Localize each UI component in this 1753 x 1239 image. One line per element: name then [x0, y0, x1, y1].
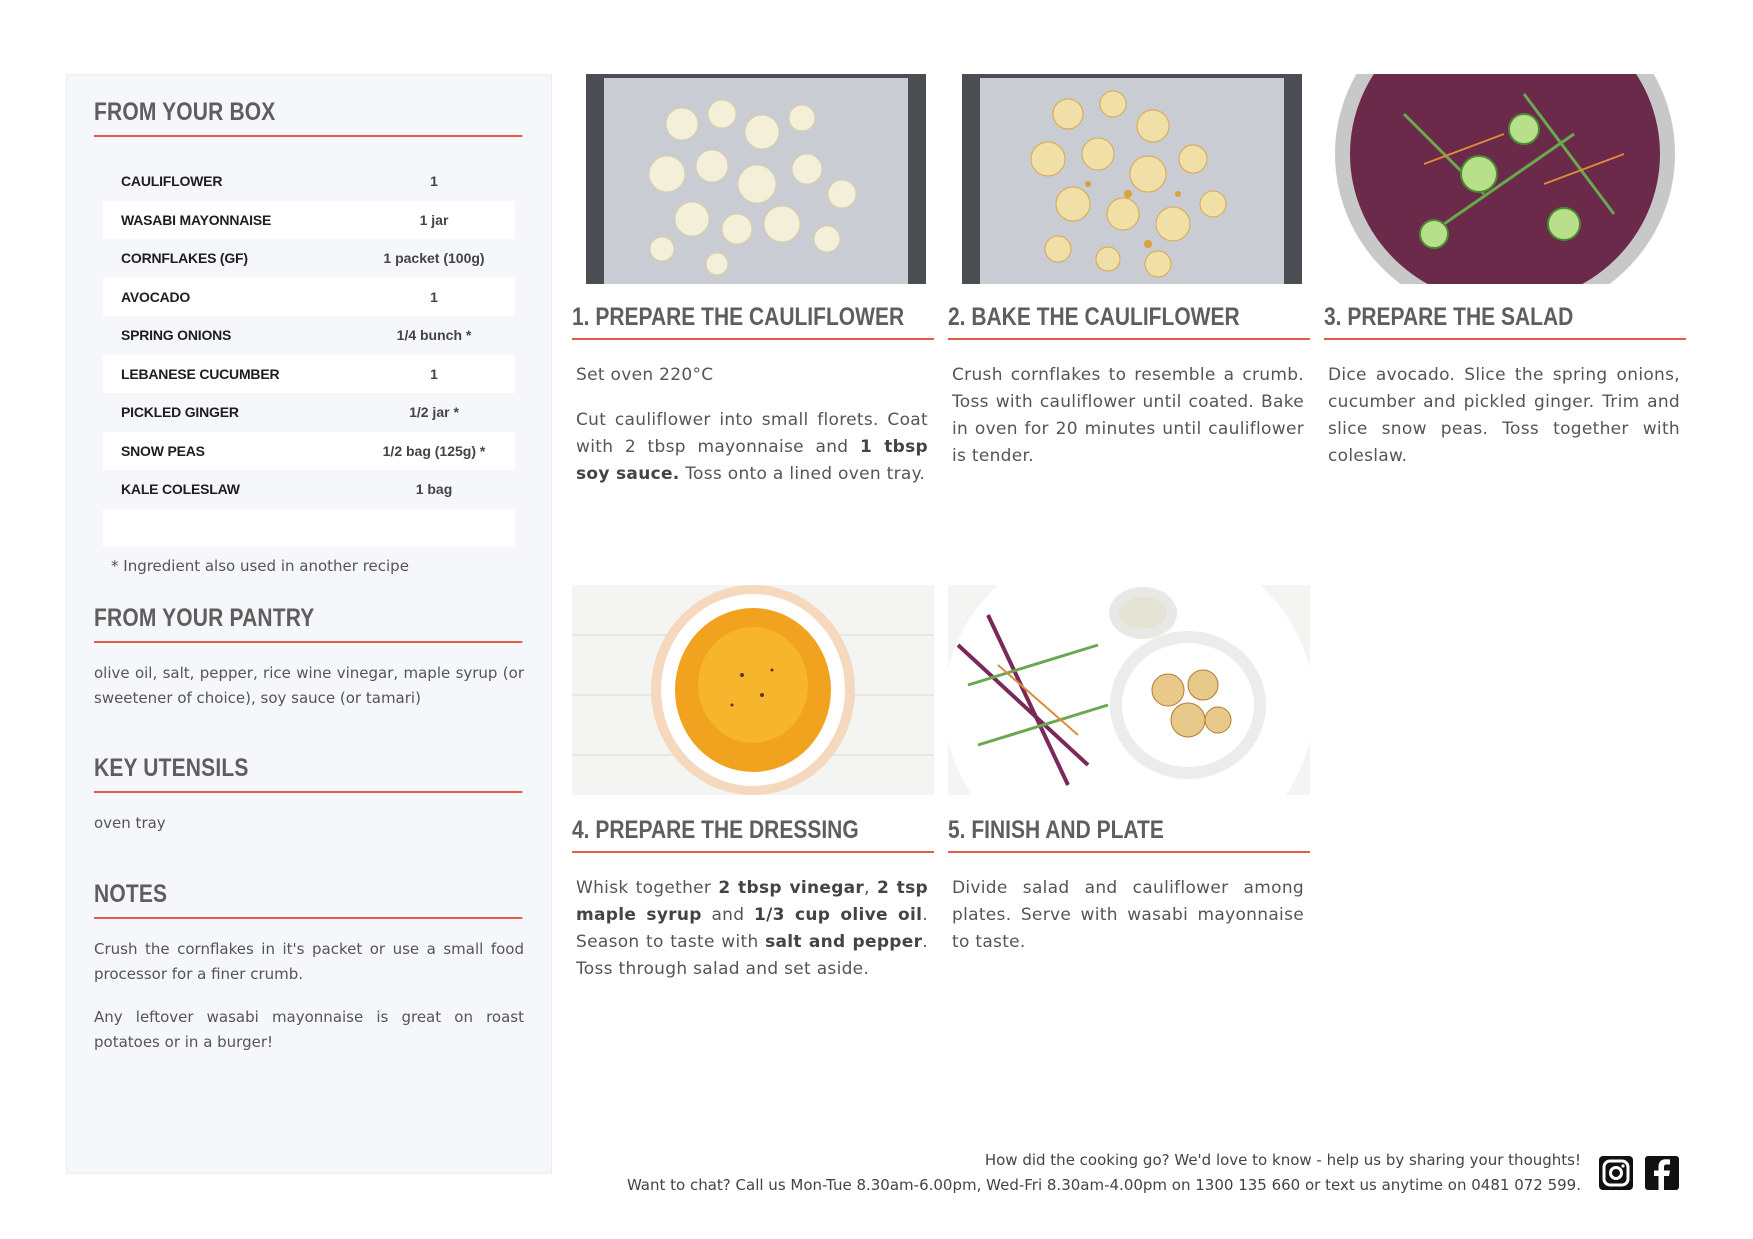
- ingredient-row: [103, 162, 515, 201]
- facebook-icon[interactable]: [1644, 1155, 1680, 1191]
- ingredient-qty: 1/2 jar *: [409, 404, 459, 421]
- ingredient-name: SPRING ONIONS: [121, 327, 232, 344]
- step-4-body: [576, 875, 928, 1001]
- step-text: ,: [864, 878, 877, 898]
- ingredient-name: PICKLED GINGER: [121, 404, 239, 421]
- pantry-heading: FROM YOUR PANTRY: [94, 603, 522, 643]
- step-text-bold: 1 tbsp soy sauce.: [576, 437, 928, 484]
- ingredient-footnote: * Ingredient also used in another recipe: [111, 557, 409, 575]
- step-1-title-text: 1. PREPARE THE CAULIFLOWER: [572, 303, 905, 331]
- ingredient-row: [103, 355, 515, 394]
- step-3-title: [1324, 302, 1686, 340]
- step-3-para: Dice avocado. Slice the spring onions, cucumber and pickled ginger. Trim and slice snow peas. Toss together with coleslaw.: [1328, 365, 1680, 466]
- step-text-bold: salt and pepper: [765, 932, 923, 952]
- ingredient-qty: 1 jar: [419, 211, 449, 228]
- step-text-bold: 1/3 cup olive oil: [754, 905, 923, 925]
- step-5-photo: [948, 585, 1310, 795]
- ingredient-qty: 1/4 bunch *: [396, 327, 472, 344]
- pantry-text: olive oil, salt, pepper, rice wine vinegar, maple syrup (or sweetener of choice), soy sauce (or tamari): [94, 664, 524, 707]
- step-1-title: [572, 302, 934, 340]
- ingredient-name: WASABI MAYONNAISE: [121, 211, 272, 228]
- ingredient-qty: 1: [430, 365, 438, 382]
- utensils-text: oven tray: [94, 814, 166, 832]
- ingredient-qty: 1: [430, 173, 438, 190]
- step-5-title-text: 5. FINISH AND PLATE: [948, 816, 1164, 844]
- footer-contact-line: Want to chat? Call us Mon-Tue 8.30am-6.00pm, Wed-Fri 8.30am-4.00pm on 1300 135 660 or text us anytime on 0481 072 599.: [626, 1176, 1581, 1194]
- ingredient-name: SNOW PEAS: [121, 442, 205, 459]
- step-2-title-text: 2. BAKE THE CAULIFLOWER: [948, 303, 1240, 331]
- step-text: . Season to taste with: [576, 905, 928, 952]
- note-item: Any leftover wasabi mayonnaise is great on roast potatoes or in a burger!: [94, 1008, 524, 1051]
- footer-feedback-line: How did the cooking go? We'd love to know - help us by sharing your thoughts!: [984, 1151, 1581, 1169]
- step-text: . Toss through salad and set aside.: [576, 932, 929, 979]
- step-text: Whisk together: [576, 878, 719, 898]
- ingredient-row: [103, 432, 515, 471]
- ingredient-qty: 1/2 bag (125g) *: [382, 442, 486, 459]
- step-text: Toss onto a lined oven tray.: [679, 464, 926, 484]
- step-4-title-text: 4. PREPARE THE DRESSING: [572, 816, 859, 844]
- step-text: and: [701, 905, 754, 925]
- step-text-bold: 2 tsp maple syrup: [576, 878, 928, 925]
- instagram-icon[interactable]: [1598, 1155, 1634, 1191]
- step-4-photo: [572, 585, 934, 795]
- ingredient-qty: 1: [430, 288, 438, 305]
- step-1-body: [576, 362, 928, 506]
- step-2-title: [948, 302, 1310, 340]
- ingredient-name: CORNFLAKES (GF): [121, 250, 248, 267]
- ingredient-row: [103, 316, 515, 355]
- ingredient-row: [103, 239, 515, 278]
- step-1-para: [576, 407, 928, 488]
- step-text: Cut cauliflower into small florets. Coat with 2 tbsp mayonnaise and: [576, 410, 928, 457]
- step-5-para: Divide salad and cauliflower among plates. Serve with wasabi mayonnaise to taste.: [952, 878, 1304, 952]
- ingredient-name: KALE COLESLAW: [121, 481, 240, 498]
- ingredient-row-empty: [103, 509, 515, 548]
- ingredients-table: [103, 162, 515, 547]
- ingredient-qty: 1 bag: [415, 481, 453, 498]
- ingredients-sidebar: [66, 74, 552, 1174]
- step-text-bold: 2 tbsp vinegar: [718, 878, 865, 898]
- step-3-photo: [1324, 74, 1686, 284]
- step-3-body: [1328, 362, 1680, 488]
- step-4-title: [572, 815, 934, 853]
- utensils-heading: KEY UTENSILS: [94, 753, 522, 793]
- step-4-para: [576, 875, 928, 983]
- ingredient-row: [103, 278, 515, 317]
- note-item: Crush the cornflakes in it's packet or use a small food processor for a finer crumb.: [94, 940, 524, 983]
- footer-contact: [627, 1148, 1581, 1198]
- step-2-photo: [948, 74, 1310, 284]
- ingredient-row: [103, 393, 515, 432]
- ingredient-row: [103, 470, 515, 509]
- step-2-body: [952, 362, 1304, 488]
- ingredient-name: LEBANESE CUCUMBER: [121, 365, 280, 382]
- ingredient-name: AVOCADO: [121, 288, 191, 305]
- ingredient-name: CAULIFLOWER: [121, 173, 223, 190]
- step-1-para: Set oven 220°C: [576, 365, 714, 385]
- ingredient-row: [103, 201, 515, 240]
- box-heading: FROM YOUR BOX: [94, 97, 522, 137]
- step-3-title-text: 3. PREPARE THE SALAD: [1324, 303, 1574, 331]
- ingredient-qty: 1 packet (100g): [383, 250, 485, 267]
- step-5-body: [952, 875, 1304, 974]
- step-5-title: [948, 815, 1310, 853]
- step-2-para: Crush cornflakes to resemble a crumb. Toss with cauliflower until coated. Bake in oven for 20 minutes until cauliflower is tender.: [952, 365, 1304, 466]
- step-1-photo: [572, 74, 934, 284]
- notes-heading: NOTES: [94, 879, 522, 919]
